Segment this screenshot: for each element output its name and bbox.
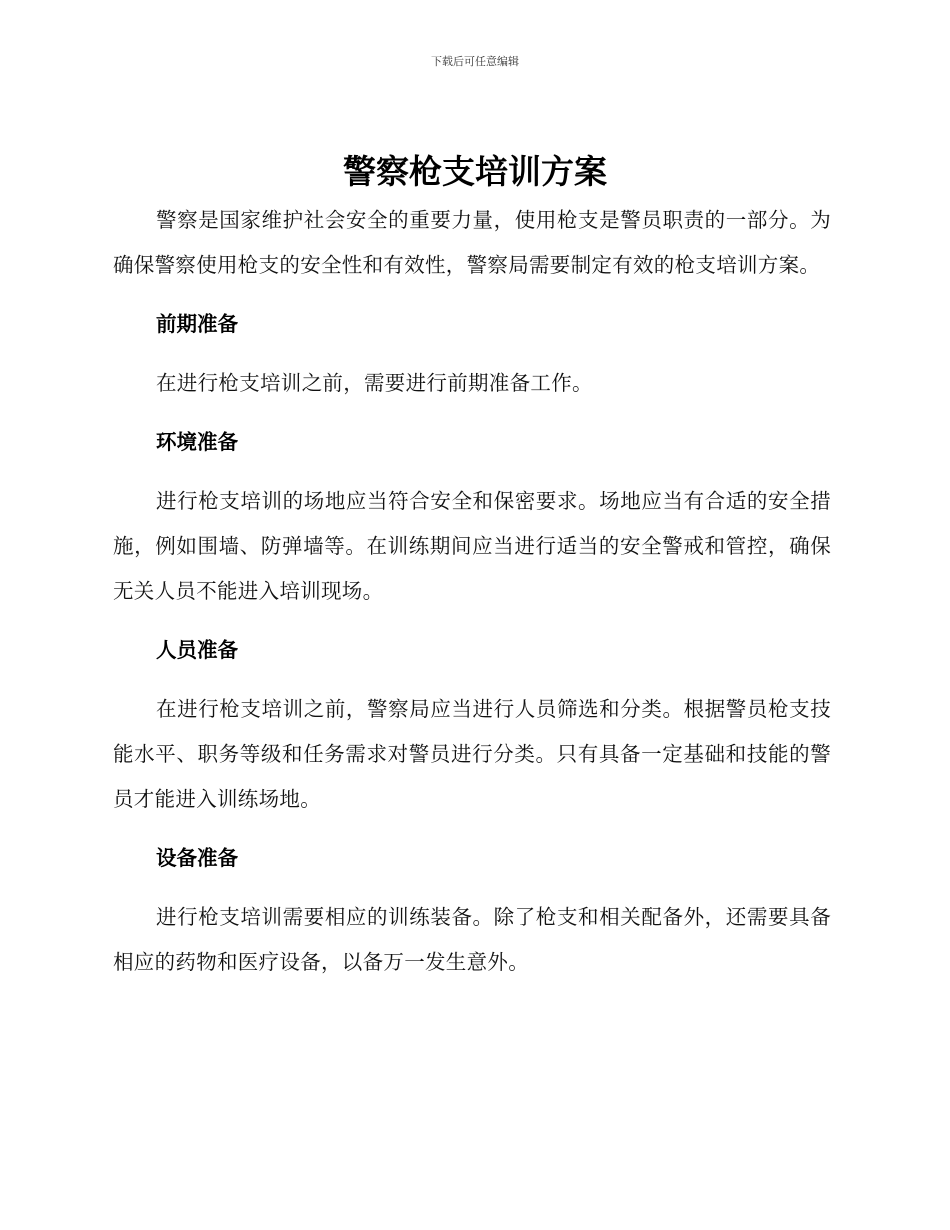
intro-paragraph: 警察是国家维护社会安全的重要力量，使用枪支是警员职责的一部分。为确保警察使用枪支的安全性和有效性，警察局需要制定有效的枪支培训方案。 bbox=[113, 208, 831, 277]
header-note: 下载后可任意编辑 bbox=[431, 55, 519, 68]
document-body bbox=[113, 198, 831, 999]
section-heading-personnel: 人员准备 bbox=[156, 638, 238, 662]
section-heading-preparation: 前期准备 bbox=[156, 312, 238, 336]
section-text-environment: 进行枪支培训的场地应当符合安全和保密要求。场地应当有合适的安全措施，例如围墙、防弹墙等。在训练期间应当进行适当的安全警戒和管控，确保无关人员不能进入培训现场。 bbox=[113, 489, 831, 603]
section-text-personnel: 在进行枪支培训之前，警察局应当进行人员筛选和分类。根据警员枪支技能水平、职务等级和任务需求对警员进行分类。只有具备一定基础和技能的警员才能进入训练场地。 bbox=[113, 697, 831, 811]
section-text-preparation: 在进行枪支培训之前，需要进行前期准备工作。 bbox=[156, 371, 593, 395]
section-text-equipment: 进行枪支培训需要相应的训练装备。除了枪支和相关配备外，还需要具备相应的药物和医疗设备，以备万一发生意外。 bbox=[113, 905, 831, 974]
document-title: 警察枪支培训方案 bbox=[343, 152, 607, 191]
section-heading-equipment: 设备准备 bbox=[156, 846, 238, 870]
section-heading-environment: 环境准备 bbox=[156, 430, 238, 454]
